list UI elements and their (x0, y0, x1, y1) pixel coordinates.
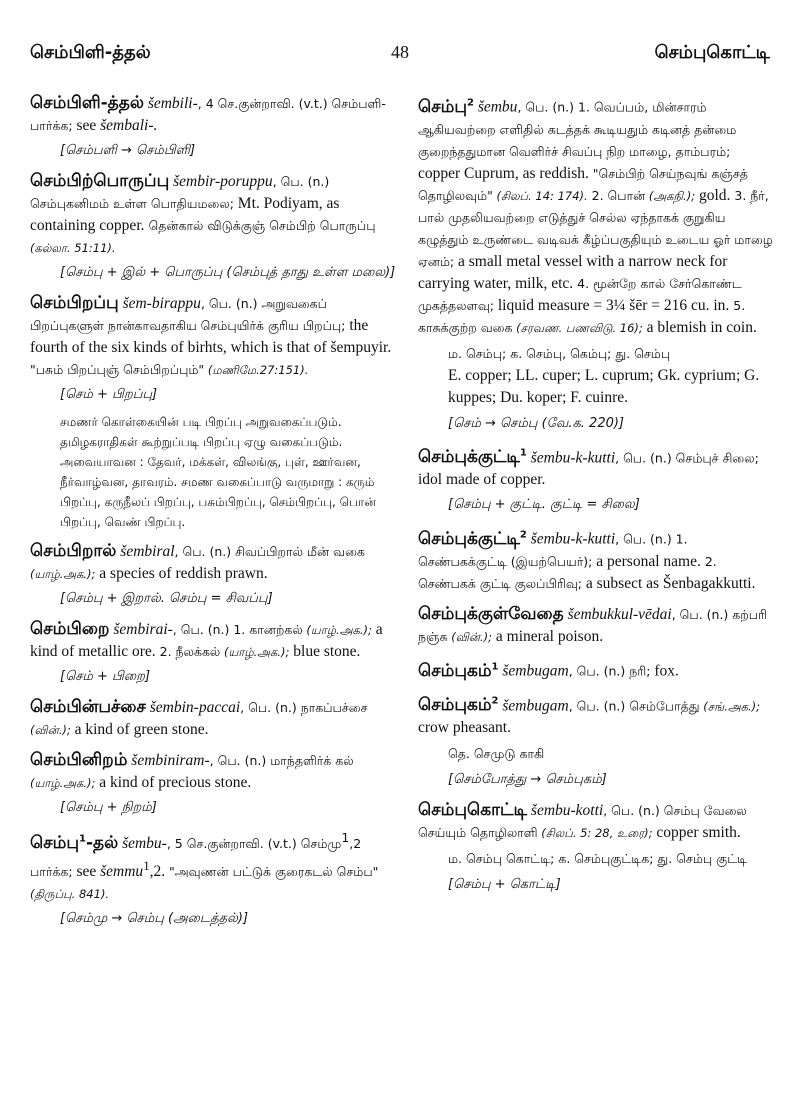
sense-4-en: liquid measure = 3¼ šēr = 216 cu. in. (494, 296, 730, 314)
homonym-number: 1 (78, 833, 86, 845)
see-rest: ,2. (149, 863, 170, 881)
quotation: "செம்பிற் செய்நவுங் கஞ்சத் தொழிலவும்" (418, 165, 748, 203)
transliteration: šembu-kotti (530, 802, 604, 820)
source-reference: (சிலப். 14: 174). (492, 188, 588, 203)
source-reference: (மணிமே.27:151). (204, 363, 309, 377)
explanatory-note: சமணர் கொள்கையின் படி பிறப்பு அறுவகைப்படும். தமிழகராதிகள் கூற்றுப்படி பிறப்பு ஏழு வகைப்படும். அவையாவன : தேவர், மக்கள், விலங்கு, புள், ஊர்வன, நீர்வாழ்வன, தாவரம். சமண வகைப்பாடு வருமாறு : கரும் பிறப்பு, கருநீலப் பிறப்பு, பசும்பிறப்பு, செம்பிறப்பு, பொன் பிறப்பு, வெண் பிறப்பு. (60, 415, 376, 529)
right-column (418, 92, 776, 904)
definition-ta: நாகப்பச்சை (296, 700, 368, 715)
sense-2-en: gold. (695, 186, 731, 204)
definition-ta: செம்புகனிமம் உள்ள பொதியமலை; (30, 196, 234, 211)
definition-ta: செம்பளி- பார்க்க; (30, 96, 386, 133)
sense-2-en: blue stone. (289, 643, 361, 660)
source-reference: (யாழ்.அக.); (30, 776, 96, 790)
sense-2: 2. செண்பகக் குட்டி குலப்பிரிவு; (418, 553, 717, 591)
sense-1: 1. வெப்பம், மின்சாரம் ஆகியவற்றை எளிதில் கடத்தக் கூடியதும் கடினத் தன்மை குறைந்ததுமான வெளிர்ச் சிவப்பு நிற மாழை, தாம்பரம்; (418, 99, 737, 159)
definition-ta: மாந்தளிர்க் கல் (266, 753, 354, 768)
definition-ta: செம்பு வேலை செய்யும் தொழிலாளி (418, 803, 747, 841)
transliteration: šembu- (122, 835, 167, 853)
transliteration: šembu-k-kutti (530, 449, 616, 467)
source-reference: (வின்.); (447, 629, 493, 644)
sense-3-en: a small metal vessel with a narrow neck for carrying water, milk, etc. (418, 252, 728, 292)
quotation: தென்கால் விடுக்குஞ் செம்பிற் பொருப்பு (144, 218, 376, 233)
entry (30, 618, 398, 688)
etymology: [செம் + பிறை] (60, 669, 151, 684)
definition-en: see (72, 117, 101, 134)
transliteration: šembu-k-kutti (530, 530, 616, 548)
sense-1-en: a kind of metallic ore. (30, 621, 383, 660)
source-reference: (சங்.அக.); (699, 699, 761, 714)
grammar: , பெ. (n.) (568, 663, 626, 679)
definition-ta: சிவப்பிறால் மீன் வகை (231, 544, 365, 559)
definition-en: copper smith. (652, 824, 741, 842)
source-reference: (யாழ்.அக.); (220, 645, 290, 659)
entry (30, 749, 398, 819)
headword (418, 695, 499, 715)
sense-1: 1. செண்பகக்குட்டி (இயற்பெயர்); (418, 531, 688, 569)
sense-5: 5. காசுக்குற்ற வகை (418, 297, 746, 335)
transliteration: šembili- (147, 95, 198, 112)
entry (418, 603, 776, 648)
homonym-number: 1 (519, 447, 527, 459)
entry (30, 170, 398, 284)
headword-root: செம்புகம் (418, 660, 492, 681)
definition-ta-rest: ,2 பார்க்க; (30, 836, 362, 880)
source-reference: (சரவண. பணவிடு. 16); (512, 320, 643, 335)
entry (30, 292, 398, 532)
cognates (448, 343, 776, 409)
headword: செம்பிறால் (30, 541, 117, 561)
cognates (448, 743, 776, 765)
entry (418, 691, 776, 792)
entry (418, 799, 776, 896)
sense-4: 4. மூன்றே கால் சேர்கொண்ட முகத்தலளவு; (418, 275, 742, 313)
page-header (30, 42, 770, 72)
headword (418, 661, 499, 681)
sense-3: 3. நீர், பால் முதலியவற்றை எடுத்துச் செல்ல ஏந்தாகக் குறுகிய கழுத்தும் உருண்டை வடிவக் கீழ்ப்பகுதியும் உடைய ஓர் மாழை ஏனம்; (418, 187, 773, 269)
headword: செம்பிறை (30, 619, 110, 639)
entry (418, 92, 776, 435)
entry (418, 524, 776, 595)
definition-en: Mt. Podiyam, as containing copper. (30, 195, 340, 234)
source-reference: (கல்லா. 51:11). (30, 241, 116, 255)
definition-en: the fourth of the six kinds of birhts, which is that of šempuyir. (30, 317, 392, 356)
homonym-number: 2 (519, 529, 527, 541)
definition-en: crow pheasant. (418, 719, 511, 737)
header-first-word: செம்பிளி-த்தல் (30, 42, 151, 63)
source-reference: (சிலப். 5: 28, உரை); (537, 826, 653, 841)
page-number: 48 (391, 42, 409, 62)
definition-ta: கற்பரி நஞ்சு (418, 606, 768, 644)
etymology: [செம்போத்து → செம்புகம்] (448, 772, 607, 788)
headword: செம்பினிறம் (30, 750, 128, 770)
headword-root: செம்பு (418, 96, 467, 117)
cognates-dravidian: ம. செம்பு கொட்டி; க. செம்புகுட்டிக; து. செம்பு குட்டி (448, 851, 748, 867)
definition-ta: நரி; (625, 663, 651, 679)
headword (418, 529, 527, 549)
etymology: [செம்பு + குட்டி. குட்டி = சிலை] (448, 497, 640, 513)
entry (30, 827, 398, 930)
cognates-european: E. copper; LL. cuper; L. cuprum; Gk. cyprium; G. kuppes; Du. koper; F. cuinre. (448, 366, 760, 406)
grammar: , பெ. (n.) (174, 544, 232, 559)
grammar: , பெ. (n.) (517, 99, 575, 115)
entry (418, 443, 776, 517)
grammar: , 4 செ.குன்றாவி. (v.t.) (197, 96, 328, 111)
sense-5-en: a blemish in coin. (642, 318, 757, 336)
source-reference: (திருப்பு. 841). (30, 887, 110, 902)
grammar: , 5 செ.குன்றாவி. (v.t.) (166, 836, 297, 852)
etymology: [செம்பு + கொட்டி] (448, 877, 561, 893)
transliteration: šem-birappu (122, 295, 201, 312)
grammar: , பெ. (n.) (615, 531, 672, 547)
definition-en: a species of reddish prawn. (95, 565, 268, 582)
transliteration: šembiral (120, 543, 175, 560)
headword: செம்புகொட்டி (418, 800, 528, 821)
source-reference: (யாழ்.அக.); (302, 623, 372, 637)
sense-2-en: a subsect as Šenbagakkutti. (582, 574, 756, 592)
homonym-number: 1 (143, 858, 150, 874)
transliteration: šembu (477, 98, 518, 116)
etymology: [செம் + பிறப்பு] (60, 387, 158, 402)
transliteration: šembiniram- (131, 752, 210, 769)
grammar: , பெ. (n.) (272, 174, 330, 189)
headword-root: செம்பு (30, 833, 79, 854)
cognates-dravidian: தெ. செமுடு காகி (448, 746, 545, 762)
entry (30, 540, 398, 610)
sense-1: 1. கானற்கல் (229, 622, 303, 637)
headword-root: செம்புகம் (418, 695, 492, 716)
transliteration: šembirai- (113, 621, 173, 638)
etymology: [செம்பு + இறால். செம்பு = சிவப்பு] (60, 591, 273, 606)
transliteration: šembin-paccai (149, 699, 241, 716)
transliteration: šembugam (502, 662, 569, 680)
source-reference: (யாழ்.அக.); (30, 567, 96, 581)
etymology: [செம்பளி → செம்பிளி] (60, 143, 196, 158)
headword: செம்பின்பச்சை (30, 697, 146, 717)
definition-en: a mineral poison. (492, 627, 604, 645)
headword: செம்பிளி-த்தல் (30, 93, 144, 113)
quotation: "அவுணன் பட்டுக் குரைகடல் செம்ப" (169, 864, 379, 880)
grammar: , பெ. (n.) (615, 450, 672, 466)
definition-en: see (72, 863, 101, 881)
homonym-number: 2 (491, 695, 499, 707)
transliteration: šembir-poruppu (173, 173, 273, 190)
header-last-word: செம்புகொட்டி (654, 42, 770, 63)
definition-en: a kind of green stone. (70, 721, 209, 738)
headword (30, 833, 118, 853)
see-transliteration: šemmu (100, 863, 144, 881)
transliteration: šembugam (502, 697, 569, 715)
entry (30, 696, 398, 741)
etymology: [செம்பு + இல் + பொருப்பு (செம்புத் தாது உள்ள மலை)] (60, 265, 396, 280)
definition-ta: செம்மு (296, 836, 342, 852)
source-reference: (வின்.); (30, 723, 71, 737)
cognates-dravidian: ம. செம்பு; க. செம்பு, கெம்பு; து. செம்பு (448, 345, 671, 361)
grammar: , பெ. (n.) (603, 803, 660, 819)
homonym-number: 2 (466, 97, 474, 108)
definition-en: fox. (650, 662, 679, 680)
see-transliteration: šembali-. (100, 117, 158, 134)
definition-en: idol made of copper. (418, 471, 546, 489)
grammar: , பெ. (n.) (671, 606, 729, 622)
headword (418, 97, 474, 117)
definition-ta: செம்புச் சிலை; (671, 450, 759, 466)
entry (30, 92, 398, 162)
cognates (448, 848, 776, 870)
left-column (30, 92, 398, 938)
grammar: , பெ. (n.) (209, 753, 267, 768)
sense-2: 2. நீலக்கல் (155, 644, 221, 659)
definition-en: a kind of precious stone. (95, 774, 252, 791)
headword: செம்பிற்பொருப்பு (30, 171, 170, 191)
definition-ta: அறுவகைப் பிறப்புகளுள் நான்காவதாகிய செம்புயிர்க் குரிய பிறப்பு; (30, 296, 346, 333)
sense-1-en: a personal name. (592, 552, 701, 570)
headword: செம்பிறப்பு (30, 293, 119, 313)
grammar: , பெ. (n.) (568, 698, 626, 714)
entry (418, 656, 776, 683)
sense-2: 2. பொன் (587, 187, 646, 203)
homonym-number: 1 (491, 660, 499, 672)
source-reference: (அகநி.); (645, 188, 696, 203)
quotation: "பசும் பிறப்புஞ் செம்பிறப்பும்" (30, 362, 205, 377)
headword (418, 447, 527, 467)
headword-root: செம்புக்குட்டி (418, 447, 520, 468)
headword-root: செம்புக்குட்டி (418, 528, 520, 549)
sense-1-en: copper Cuprum, as reddish. (418, 164, 593, 182)
transliteration: šembukkul-vēdai (567, 605, 672, 623)
homonym-number: 1 (341, 830, 350, 845)
etymology: [செம்பு + நிறம்] (60, 800, 157, 815)
grammar: , பெ. (n.) (200, 296, 258, 311)
headword-suffix: -தல் (85, 833, 119, 854)
definition-ta: செம்போத்து (625, 698, 700, 714)
etymology: [செம் → செம்பு (வே.க. 220)] (448, 415, 625, 431)
etymology: [செம்மு → செம்பு (அடைத்தல்)] (60, 911, 249, 927)
grammar: , பெ. (n.) (240, 700, 297, 715)
grammar: , பெ. (n.) (172, 622, 230, 637)
headword: செம்புக்குள்வேதை (418, 603, 564, 624)
